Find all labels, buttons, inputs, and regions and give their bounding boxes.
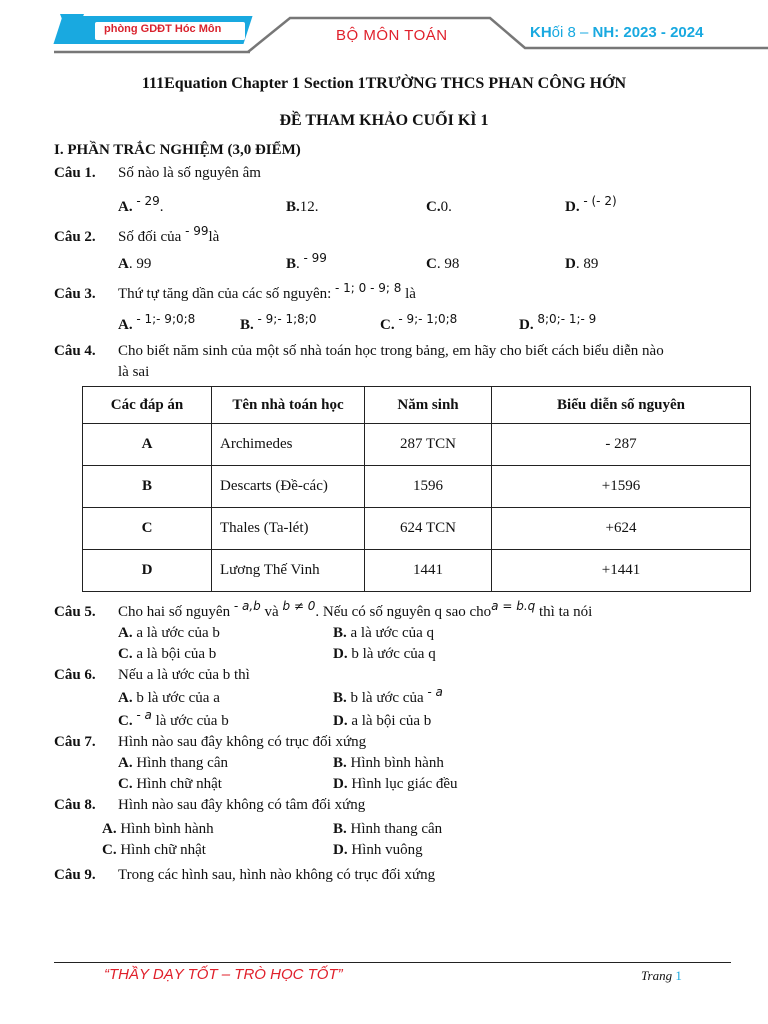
mathematicians-table [82,386,751,592]
table-cell: A [83,424,212,466]
q8-option-a: A. Hình bình hành [102,821,214,837]
q8-label: Câu 8. [54,797,96,813]
q4-text-line2: là sai [118,364,150,380]
q2-option-a: A. 99 [118,256,152,272]
q8-option-c: C. Hình chữ nhật [102,842,206,858]
q9-label: Câu 9. [54,867,96,883]
q5-text: Cho hai số nguyên $^{- a,b}$ và $^{b \ne 0}$. Nếu có số nguyên q sao cho$^{a = b.q}$ thì ta nói [118,599,593,620]
q6-option-b: B. b là ước của $^{- a}$ [333,685,443,706]
table-cell: C [83,508,212,550]
table-header: Tên nhà toán học [212,387,365,424]
q5-option-c: C. a là bội của b [118,646,217,662]
q7-option-a: A. Hình thang cân [118,755,228,771]
table-header: Biểu diễn số nguyên [492,387,751,424]
q5-option-b: B. a là ước của q [333,625,435,641]
q1-option-d: D. $^{- (- 2)}$ [565,194,617,215]
q3-option-d: D. $^{8;0;- 1;- 9}$ [519,312,597,333]
q8-text: Hình nào sau đây không có tâm đối xứng [118,797,366,813]
footer-divider [54,962,731,963]
table-cell: +1596 [492,466,751,508]
q3-option-b: B. $^{- 9;- 1;8;0}$ [240,312,317,333]
table-cell: 1441 [365,550,492,592]
q6-label: Câu 6. [54,667,96,683]
q5-label: Câu 5. [54,604,96,620]
table-cell: 624 TCN [365,508,492,550]
q3-label: Câu 3. [54,286,96,302]
table-row [83,550,751,592]
q3-option-c: C. $^{- 9;- 1;0;8}$ [380,312,458,333]
table-cell: +1441 [492,550,751,592]
q2-option-d: D. 89 [565,256,599,272]
subject-title: BỘ MÔN TOÁN [336,27,448,44]
q6-option-d: D. a là bội của b [333,713,432,729]
page-number: Trang 1 [641,968,682,983]
table-header: Năm sinh [365,387,492,424]
table-row [83,424,751,466]
q7-label: Câu 7. [54,734,96,750]
school-title: 111Equation Chapter 1 Section 1TRƯỜNG THCS PHAN CÔNG HỚN [141,75,627,92]
q1-label: Câu 1. [54,165,96,181]
q2-text: Số đối của $^{- 99}$là [118,224,220,245]
exam-title: ĐỀ THAM KHẢO CUỐI KÌ 1 [279,112,489,129]
table-cell: 287 TCN [365,424,492,466]
q3-text: Thứ tự tăng dần của các số nguyên: $^{- 1; 0 - 9; 8}$ là [118,281,416,302]
q9-text: Trong các hình sau, hình nào không có trục đối xứng [118,867,436,883]
q6-option-c: C. $^{- a}$ là ước của b [118,708,229,729]
table-cell: Thales (Ta-lét) [212,508,365,550]
q2-option-b: B. $^{- 99}$ [286,251,327,272]
q2-label: Câu 2. [54,229,96,245]
q8-option-d: D. Hình vuông [333,842,423,858]
section-heading: I. PHẦN TRẮC NGHIỆM (3,0 ĐIỂM) [54,142,301,158]
q7-option-c: C. Hình chữ nhật [118,776,222,792]
q1-option-c: C.0. [426,199,452,215]
q7-text: Hình nào sau đây không có trục đối xứng [118,734,367,750]
table-cell: 1596 [365,466,492,508]
table-row [83,466,751,508]
table-cell: Archimedes [212,424,365,466]
q4-text-line1: Cho biết năm sinh của một số nhà toán học trong bảng, em hãy cho biết cách biểu diễn nào [118,343,664,359]
q4-label: Câu 4. [54,343,96,359]
footer-slogan: “THẦY DẠY TỐT – TRÒ HỌC TỐT” [104,966,343,983]
logo-text: phòng GDĐT Hóc Môn [104,23,222,35]
q7-option-b: B. Hình bình hành [333,755,444,771]
q1-text: Số nào là số nguyên âm [118,165,261,181]
q1-option-a: A. $^{- 29}$. [118,194,164,215]
table-row [83,508,751,550]
q1-option-b: B.12. [286,199,319,215]
q2-option-c: C. 98 [426,256,460,272]
table-cell: B [83,466,212,508]
q5-option-a: A. a là ước của b [118,625,220,641]
table-cell: Lương Thế Vinh [212,550,365,592]
q5-option-d: D. b là ước của q [333,646,436,662]
table-cell: Descarts (Đề-các) [212,466,365,508]
q7-option-d: D. Hình lục giác đều [333,776,458,792]
q8-option-b: B. Hình thang cân [333,821,443,837]
table-cell: D [83,550,212,592]
table-cell: - 287 [492,424,751,466]
q6-text: Nếu a là ước của b thì [118,667,250,683]
q6-option-a: A. b là ước của a [118,690,220,706]
table-header: Các đáp án [83,387,212,424]
table-header-row [83,387,751,424]
table-cell: +624 [492,508,751,550]
grade-year: KHối 8 – NH: 2023 - 2024 [530,24,704,41]
q3-option-a: A. $^{- 1;- 9;0;8}$ [118,312,196,333]
